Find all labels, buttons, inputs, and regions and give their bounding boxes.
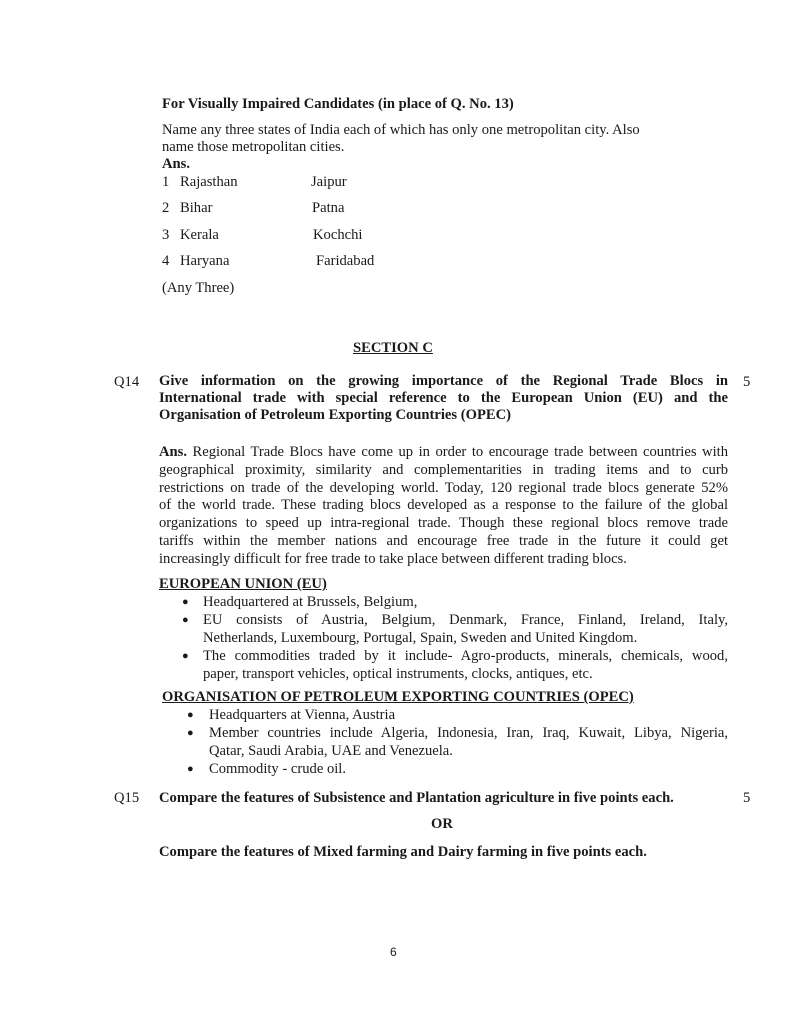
list-item-state: Rajasthan: [180, 174, 238, 190]
list-item-line: The commodities traded by it include- Agro-products, minerals, chemicals, wood,: [203, 648, 728, 664]
q14-answer-line: of the world trade. These trading blocs developed as a response to the failure of the global: [159, 497, 728, 514]
list-item-state: Haryana: [180, 253, 230, 269]
q14-answer-line: geographical proximity, similarity and complementarities in trading items and to curb: [159, 461, 728, 478]
list-item-line: EU consists of Austria, Belgium, Denmark, France, Finland, Ireland, Italy,: [203, 612, 728, 628]
vi-question-line-2: name those metropolitan cities.: [162, 139, 345, 155]
q14-answer-line: tariffs within the member nations and encourage free trade in the future it could get: [159, 532, 728, 549]
list-item-city: Jaipur: [311, 174, 347, 190]
q14-question-line: Give information on the growing importance of the Regional Trade Blocs in: [159, 373, 728, 389]
list-item-line: Qatar, Saudi Arabia, UAE and Venezuela.: [209, 743, 453, 759]
bullet-dot-icon: ●: [182, 650, 189, 662]
eu-heading: EUROPEAN UNION (EU): [159, 576, 327, 592]
list-item: [209, 724, 728, 760]
list-item: [203, 647, 728, 683]
q14-answer-line: increasingly difficult for free trade to take place between different trading blocs.: [159, 550, 627, 567]
bullet-dot-icon: ●: [187, 763, 194, 775]
bullet-dot-icon: ●: [187, 709, 194, 721]
q14-ans-label: Ans.: [159, 444, 187, 460]
vi-note: (Any Three): [162, 280, 235, 296]
q15-number: Q15: [114, 790, 140, 806]
list-item: [203, 611, 728, 647]
list-item-city: Patna: [312, 200, 345, 216]
list-item-city: Faridabad: [316, 253, 375, 269]
q14-answer-line: Regional Trade Blocs have come up in order to encourage trade between countries with: [192, 444, 728, 460]
list-item-state: Kerala: [180, 227, 219, 243]
q15-marks: 5: [743, 790, 751, 806]
list-item-city: Kochchi: [313, 227, 363, 243]
list-item-line: paper, transport vehicles, optical instruments, clocks, antiques, etc.: [203, 666, 593, 682]
bullet-dot-icon: ●: [187, 727, 194, 739]
q14-question-line: Organisation of Petroleum Exporting Countries (OPEC): [159, 407, 511, 424]
q15-alt-question: Compare the features of Mixed farming and Dairy farming in five points each.: [159, 844, 647, 860]
vi-question-line-1: Name any three states of India each of which has only one metropolitan city. Also: [162, 122, 640, 138]
bullet-dot-icon: ●: [182, 614, 189, 626]
bullet-dot-icon: ●: [182, 596, 189, 608]
vi-ans-label: Ans.: [162, 156, 190, 172]
list-item: Headquartered at Brussels, Belgium,: [203, 594, 418, 610]
q14-answer-line: organizations to speed up intra-regional trade. Though these regional blocs remove trade: [159, 515, 728, 532]
list-item-num: 4: [162, 253, 170, 269]
list-item-line: Netherlands, Luxembourg, Portugal, Spain, Sweden and United Kingdom.: [203, 630, 638, 646]
list-item: Headquarters at Vienna, Austria: [209, 707, 396, 723]
list-item: Commodity - crude oil.: [209, 761, 347, 777]
q14-answer-line: restrictions on trade of the developing world. Today, 120 regional trade blocs generate 52%: [159, 479, 728, 496]
q14-marks: 5: [743, 374, 751, 390]
list-item-state: Bihar: [180, 200, 213, 216]
list-item-line: Member countries include Algeria, Indonesia, Iran, Iraq, Kuwait, Libya, Nigeria,: [209, 725, 728, 741]
q14-number: Q14: [114, 374, 140, 390]
or-label: OR: [431, 816, 453, 832]
vi-heading: For Visually Impaired Candidates (in place of Q. No. 13): [162, 96, 514, 112]
q14-question-line: International trade with special reference to the European Union (EU) and the: [159, 390, 728, 407]
page-number: 6: [390, 945, 397, 959]
q14-answer: [159, 444, 728, 569]
section-title: SECTION C: [353, 340, 433, 356]
q14-question: [159, 373, 728, 425]
list-item-num: 1: [162, 174, 170, 190]
list-item-num: 2: [162, 200, 170, 216]
q15-question: Compare the features of Subsistence and Plantation agriculture in five points each.: [159, 790, 674, 806]
list-item-num: 3: [162, 227, 170, 243]
opec-heading: ORGANISATION OF PETROLEUM EXPORTING COUNTRIES (OPEC): [162, 689, 634, 705]
